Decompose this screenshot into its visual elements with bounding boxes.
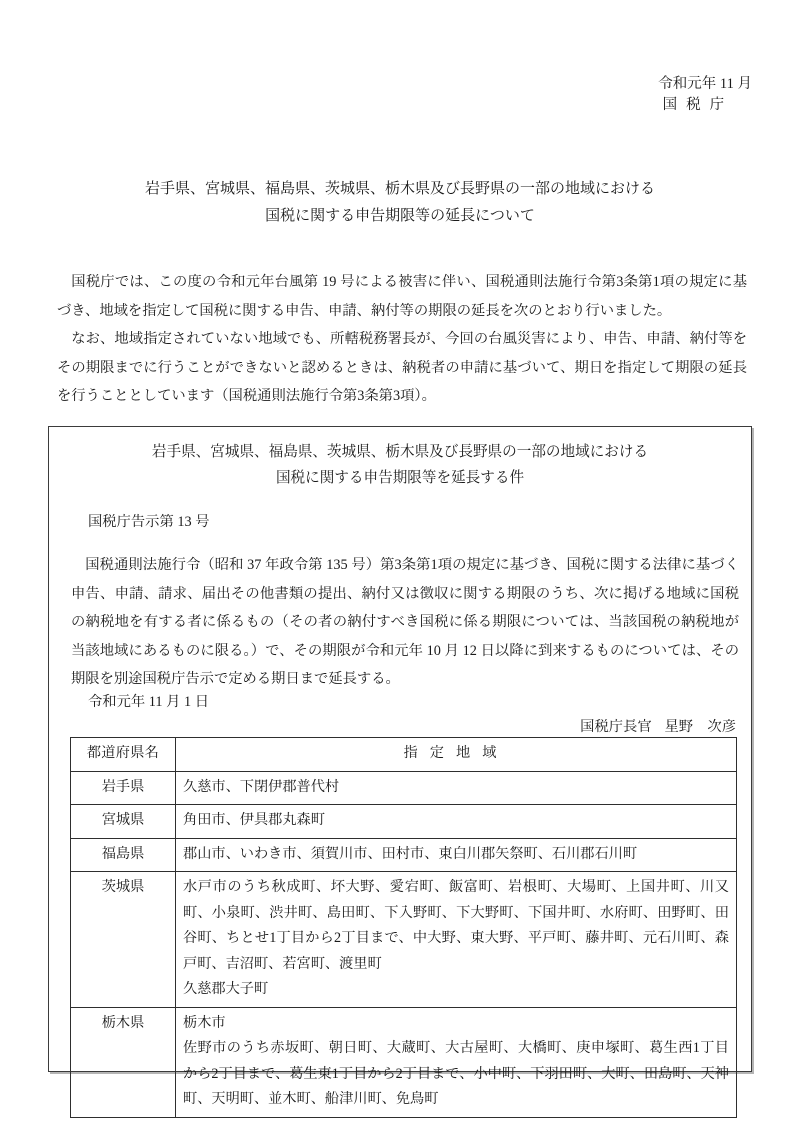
notice-body-paragraph: 国税通則法施行令（昭和 37 年政令第 135 号）第3条第1項の規定に基づき、国税に関する法律に基づく申告、申請、請求、届出その他書類の提出、納付又は徴収に関する期限のうち、次に掲げる地域に国税の納税地を有する者に係るもの（その者の納付すべき国税に係る期限については、当該国税の納税地が当該地域にあるものに限る。）で、その期限が令和元年 10 月 12 日以降に到来するものについては、その期限を別途国税庁告示で定める期日まで延長する。: [71, 557, 739, 687]
cell-prefecture: 栃木県: [71, 1007, 176, 1117]
table-body: [71, 771, 737, 1117]
cell-designated-area: [176, 872, 737, 1008]
page-title-line-1: 岩手県、宮城県、福島県、茨城県、栃木県及び長野県の一部の地域における: [144, 181, 655, 197]
cell-prefecture: 茨城県: [71, 872, 176, 1008]
table-row: [71, 805, 737, 839]
area-line: 久慈郡大子町: [183, 981, 269, 997]
notice-title-line-2: 国税に関する申告期限等を延長する件: [275, 470, 525, 486]
signature-given-name: 次彦: [707, 719, 736, 735]
column-header-area: 指定地域: [176, 738, 737, 772]
notice-inner: [49, 427, 751, 1107]
page-title: [0, 176, 800, 230]
table-header-row: [71, 738, 737, 772]
area-line: 水戸市のうち秋成町、坏大野、愛宕町、飯富町、岩根町、大場町、上国井町、川又町、小泉町、渋井町、島田町、下入野町、下大野町、下国井町、水府町、田野町、田谷町、ちとせ1丁目から2丁目まで、中大野、東大野、平戸町、藤井町、元石川町、森戸町、吉沼町、若宮町、渡里町: [183, 879, 729, 972]
cell-designated-area: [176, 838, 737, 872]
cell-prefecture: 福島県: [71, 838, 176, 872]
intro-paragraph-2: なお、地域指定されていない地域でも、所轄税務署長が、今回の台風災害により、申告、申請、納付等をその期限までに行うことができないと認めるときは、納税者の申請に基づいて、期日を指定して期限の延長を行うこととしています（国税通則法施行令第3条第3項）。: [57, 331, 747, 404]
cell-prefecture: 宮城県: [71, 805, 176, 839]
table-row: [71, 838, 737, 872]
table-row: [71, 771, 737, 805]
document-header: [658, 74, 752, 116]
area-line: 久慈市、下閉伊郡普代村: [183, 778, 340, 795]
notice-signature: [580, 716, 736, 736]
intro-section: [57, 268, 747, 411]
notice-body: [71, 551, 739, 694]
cell-prefecture: 岩手県: [71, 771, 176, 805]
header-agency: 国税庁: [662, 97, 734, 113]
table-row: [71, 1007, 737, 1117]
notice-box: [48, 426, 752, 1107]
area-line: 角田市、伊具郡丸森町: [183, 812, 325, 828]
area-line: 栃木市: [183, 1014, 226, 1031]
table-row: [71, 872, 737, 1008]
notice-title: [49, 439, 751, 491]
area-line: 佐野市のうち赤坂町、朝日町、大蔵町、大古屋町、大橋町、庚申塚町、葛生西1丁目から2丁目まで、葛生東1丁目から2丁目まで、小中町、下羽田町、大町、田島町、天神町、天明町、並木町、船津川町、免鳥町: [183, 1040, 729, 1107]
column-header-prefecture: 都道府県名: [71, 738, 176, 772]
area-line: 郡山市、いわき市、須賀川市、田村市、東白川郡矢祭町、石川郡石川町: [183, 845, 638, 862]
notice-title-line-1: 岩手県、宮城県、福島県、茨城県、栃木県及び長野県の一部の地域における: [151, 444, 649, 460]
notice-date: 令和元年 11 月 1 日: [88, 694, 209, 710]
intro-paragraph-1: 国税庁では、この度の令和元年台風第 19 号による被害に伴い、国税通則法施行令第3条第1項の規定に基づき、地域を指定して国税に関する申告、申請、納付等の期限の延長を次のとおり行いました。: [57, 274, 747, 319]
cell-designated-area: [176, 1007, 737, 1117]
page-title-line-2: 国税に関する申告期限等の延長について: [265, 208, 535, 224]
header-date: 令和元年 11 月: [658, 76, 752, 92]
cell-designated-area: [176, 805, 737, 839]
signature-family-name: 星野: [664, 719, 694, 735]
cell-designated-area: [176, 771, 737, 805]
notice-number: 国税庁告示第 13 号: [88, 514, 210, 530]
designated-regions-table: [70, 737, 737, 1118]
signature-title: 国税庁長官: [580, 719, 652, 735]
